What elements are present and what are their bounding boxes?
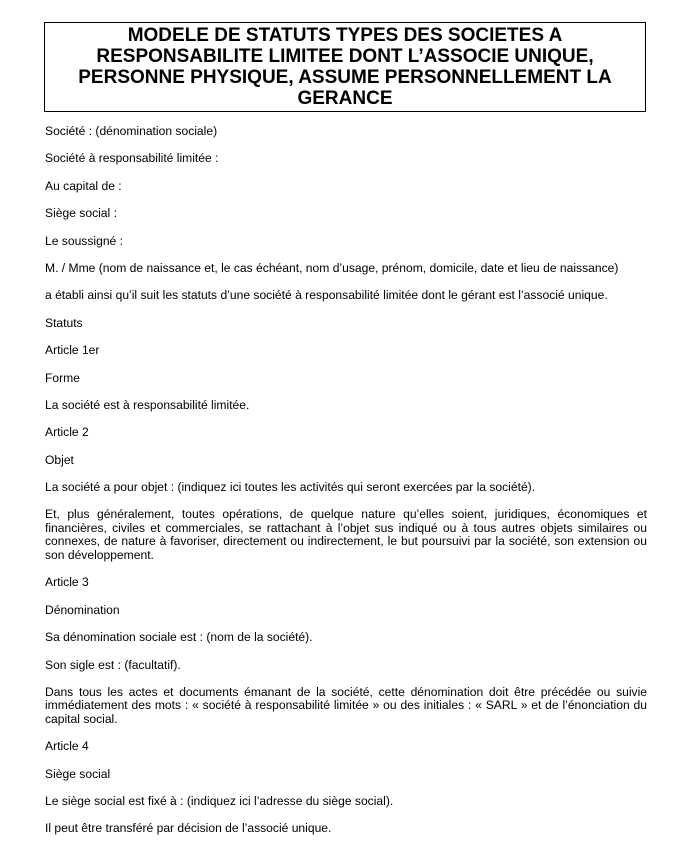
article-title-denomination: Dénomination xyxy=(45,602,120,617)
article-heading-4: Article 4 xyxy=(45,739,89,754)
article-2-text: La société a pour objet : (indiquez ici toutes les activités qui seront exercées par la société). xyxy=(45,480,536,495)
article-heading-3: Article 3 xyxy=(45,575,89,590)
paragraph-undersigned: Le soussigné : xyxy=(45,233,123,248)
article-1-text: La société est à responsabilité limitée. xyxy=(45,397,250,412)
article-3-text-acronym: Son sigle est : (facultatif). xyxy=(45,657,181,672)
paragraph-company-type: Société à responsabilité limitée : xyxy=(45,151,219,166)
article-title-forme: Forme xyxy=(45,370,80,385)
article-2-extended-text: Et, plus généralement, toutes opérations, de quelque nature qu’elles soient, juridiques, économiques et financières, civiles et commerciales, se rattachant à l’objet sus indiqué ou à tous autres objets similaires ou connexes, de nature à favoriser, directement ou indirectement, le but poursuivi par la société, son extension ou son développement. xyxy=(45,507,647,562)
article-heading-1: Article 1er xyxy=(45,343,100,358)
paragraph-founder-statement: a établi ainsi qu’il suit les statuts d’une société à responsabilité limitée dont le gérant est l’associé unique. xyxy=(45,288,608,303)
article-3-text-name: Sa dénomination sociale est : (nom de la société). xyxy=(45,630,313,645)
article-heading-2: Article 2 xyxy=(45,425,89,440)
document-title: MODELE DE STATUTS TYPES DES SOCIETES A RESPONSABILITE LIMITEE DONT L’ASSOCIE UNIQUE, PERSONNE PHYSIQUE, ASSUME PERSONNELLEMENT LA GERANCE xyxy=(78,25,612,109)
document-body xyxy=(45,125,647,850)
article-title-siege-social: Siège social xyxy=(45,766,111,781)
paragraph-head-office: Siège social : xyxy=(45,206,117,221)
paragraph-company-name: Société : (dénomination sociale) xyxy=(45,124,218,138)
article-title-objet: Objet xyxy=(45,452,74,467)
article-3-text-documents: Dans tous les actes et documents émanant de la société, cette dénomination doit être précédée ou suivie immédiatement des mots : « société à responsabilité limitée » ou des initiales : « SARL » et de l’énonciation du capital social. xyxy=(45,684,647,726)
paragraph-capital: Au capital de : xyxy=(45,178,122,193)
document-title-box xyxy=(44,22,646,112)
article-4-text-address: Le siège social est fixé à : (indiquez ici l’adresse du siège social). xyxy=(45,794,394,809)
article-4-text-transfer: Il peut être transféré par décision de l’associé unique. xyxy=(45,821,332,836)
section-heading-statuts: Statuts xyxy=(45,315,83,330)
paragraph-founder-identity: M. / Mme (nom de naissance et, le cas échéant, nom d’usage, prénom, domicile, date et lieu de naissance) xyxy=(45,260,619,275)
